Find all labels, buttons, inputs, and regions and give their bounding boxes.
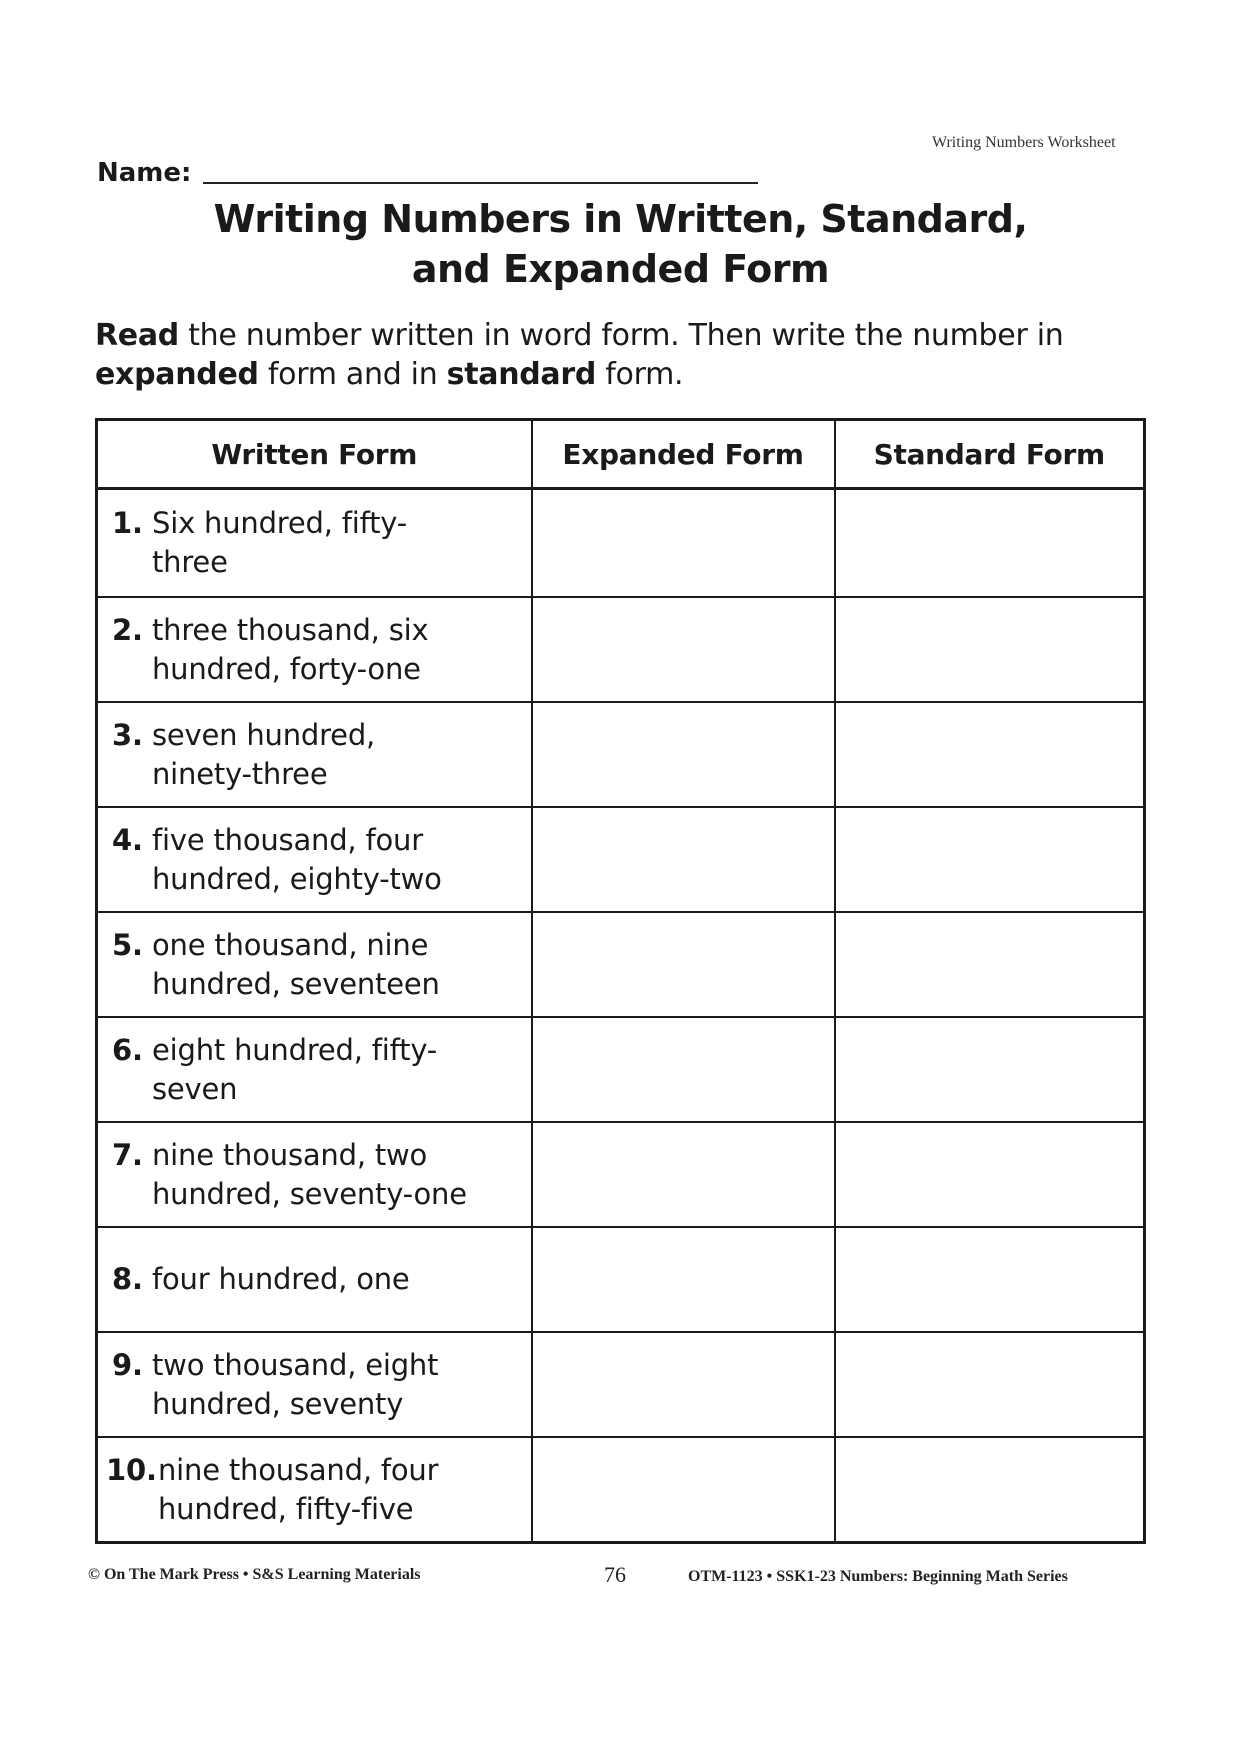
standard-form-answer[interactable] bbox=[835, 1332, 1145, 1437]
table-row bbox=[97, 1122, 1145, 1227]
name-field[interactable] bbox=[203, 152, 758, 184]
item-number: 5. bbox=[112, 927, 143, 962]
item-number: 9. bbox=[112, 1347, 143, 1382]
instructions-part-2: form and in bbox=[258, 357, 447, 392]
instructions-expanded: expanded bbox=[95, 357, 259, 392]
table-row bbox=[97, 807, 1145, 912]
written-form-cell bbox=[97, 489, 532, 598]
table-row bbox=[97, 489, 1145, 598]
standard-form-answer[interactable] bbox=[835, 597, 1145, 702]
written-form-cell bbox=[97, 1017, 532, 1122]
standard-form-answer[interactable] bbox=[835, 1437, 1145, 1543]
table-header-row bbox=[97, 420, 1145, 489]
item-number: 8. bbox=[112, 1262, 143, 1296]
instructions-part-1: the number written in word form. Then write the number in bbox=[178, 318, 1064, 353]
table-row bbox=[97, 1332, 1145, 1437]
item-text: Six hundred, fifty-three bbox=[152, 506, 408, 579]
standard-form-answer[interactable] bbox=[835, 702, 1145, 807]
written-form-cell bbox=[97, 597, 532, 702]
item-text: nine thousand, four hundred, fifty-five bbox=[158, 1452, 439, 1526]
name-label: Name: bbox=[97, 158, 192, 188]
written-form-cell bbox=[97, 1437, 532, 1543]
instructions-read: Read bbox=[95, 318, 179, 353]
table-row bbox=[97, 1017, 1145, 1122]
worksheet-table bbox=[95, 418, 1146, 1544]
item-number: 3. bbox=[112, 717, 143, 752]
page-title-line-1: Writing Numbers in Written, Standard, bbox=[213, 197, 1028, 241]
item-text: one thousand, nine hundred, seventeen bbox=[152, 927, 440, 1001]
item-text: seven hundred, ninety-three bbox=[152, 717, 376, 791]
written-form-cell bbox=[97, 912, 532, 1017]
table-row bbox=[97, 1437, 1145, 1543]
written-form-cell bbox=[97, 807, 532, 912]
header-written-form: Written Form bbox=[97, 420, 532, 489]
expanded-form-answer[interactable] bbox=[532, 912, 835, 1017]
item-number: 10. bbox=[106, 1452, 157, 1487]
footer-copyright: © On The Mark Press • S&S Learning Materials bbox=[88, 1566, 421, 1583]
standard-form-answer[interactable] bbox=[835, 912, 1145, 1017]
item-text: four hundred, one bbox=[152, 1262, 410, 1296]
written-form-cell bbox=[97, 1332, 532, 1437]
item-number: 4. bbox=[112, 822, 143, 857]
expanded-form-answer[interactable] bbox=[532, 1437, 835, 1543]
instructions bbox=[95, 316, 1135, 394]
item-text: nine thousand, two hundred, seventy-one bbox=[152, 1137, 467, 1211]
expanded-form-answer[interactable] bbox=[532, 1332, 835, 1437]
item-number: 2. bbox=[112, 612, 143, 647]
expanded-form-answer[interactable] bbox=[532, 702, 835, 807]
table-row bbox=[97, 912, 1145, 1017]
written-form-cell bbox=[97, 1122, 532, 1227]
standard-form-answer[interactable] bbox=[835, 1122, 1145, 1227]
item-text: three thousand, six hundred, forty-one bbox=[152, 612, 429, 686]
expanded-form-answer[interactable] bbox=[532, 807, 835, 912]
item-number: 7. bbox=[112, 1137, 143, 1172]
footer-series: OTM-1123 • SSK1-23 Numbers: Beginning Math Series bbox=[688, 1568, 1068, 1585]
expanded-form-answer[interactable] bbox=[532, 597, 835, 702]
header-standard-form: Standard Form bbox=[835, 420, 1145, 489]
page-title bbox=[0, 194, 1241, 294]
standard-form-answer[interactable] bbox=[835, 807, 1145, 912]
table-row bbox=[97, 1227, 1145, 1332]
instructions-standard: standard bbox=[446, 357, 597, 392]
page-title-line-2: and Expanded Form bbox=[411, 247, 830, 291]
instructions-part-3: form. bbox=[596, 357, 684, 392]
written-form-cell bbox=[97, 1227, 532, 1332]
standard-form-answer[interactable] bbox=[835, 489, 1145, 598]
expanded-form-answer[interactable] bbox=[532, 489, 835, 598]
footer-page-number: 76 bbox=[604, 1562, 626, 1587]
item-number: 6. bbox=[112, 1032, 143, 1067]
standard-form-answer[interactable] bbox=[835, 1017, 1145, 1122]
item-text: two thousand, eight hundred, seventy bbox=[152, 1347, 439, 1421]
name-line bbox=[97, 152, 758, 188]
standard-form-answer[interactable] bbox=[835, 1227, 1145, 1332]
table-row bbox=[97, 702, 1145, 807]
header-expanded-form: Expanded Form bbox=[532, 420, 835, 489]
item-text: eight hundred, fifty-seven bbox=[152, 1032, 438, 1106]
item-text: five thousand, four hundred, eighty-two bbox=[152, 822, 442, 896]
written-form-cell bbox=[97, 702, 532, 807]
expanded-form-answer[interactable] bbox=[532, 1122, 835, 1227]
expanded-form-answer[interactable] bbox=[532, 1227, 835, 1332]
expanded-form-answer[interactable] bbox=[532, 1017, 835, 1122]
worksheet-header-tag: Writing Numbers Worksheet bbox=[932, 134, 1116, 151]
item-number: 1. bbox=[112, 506, 143, 540]
table-row bbox=[97, 597, 1145, 702]
